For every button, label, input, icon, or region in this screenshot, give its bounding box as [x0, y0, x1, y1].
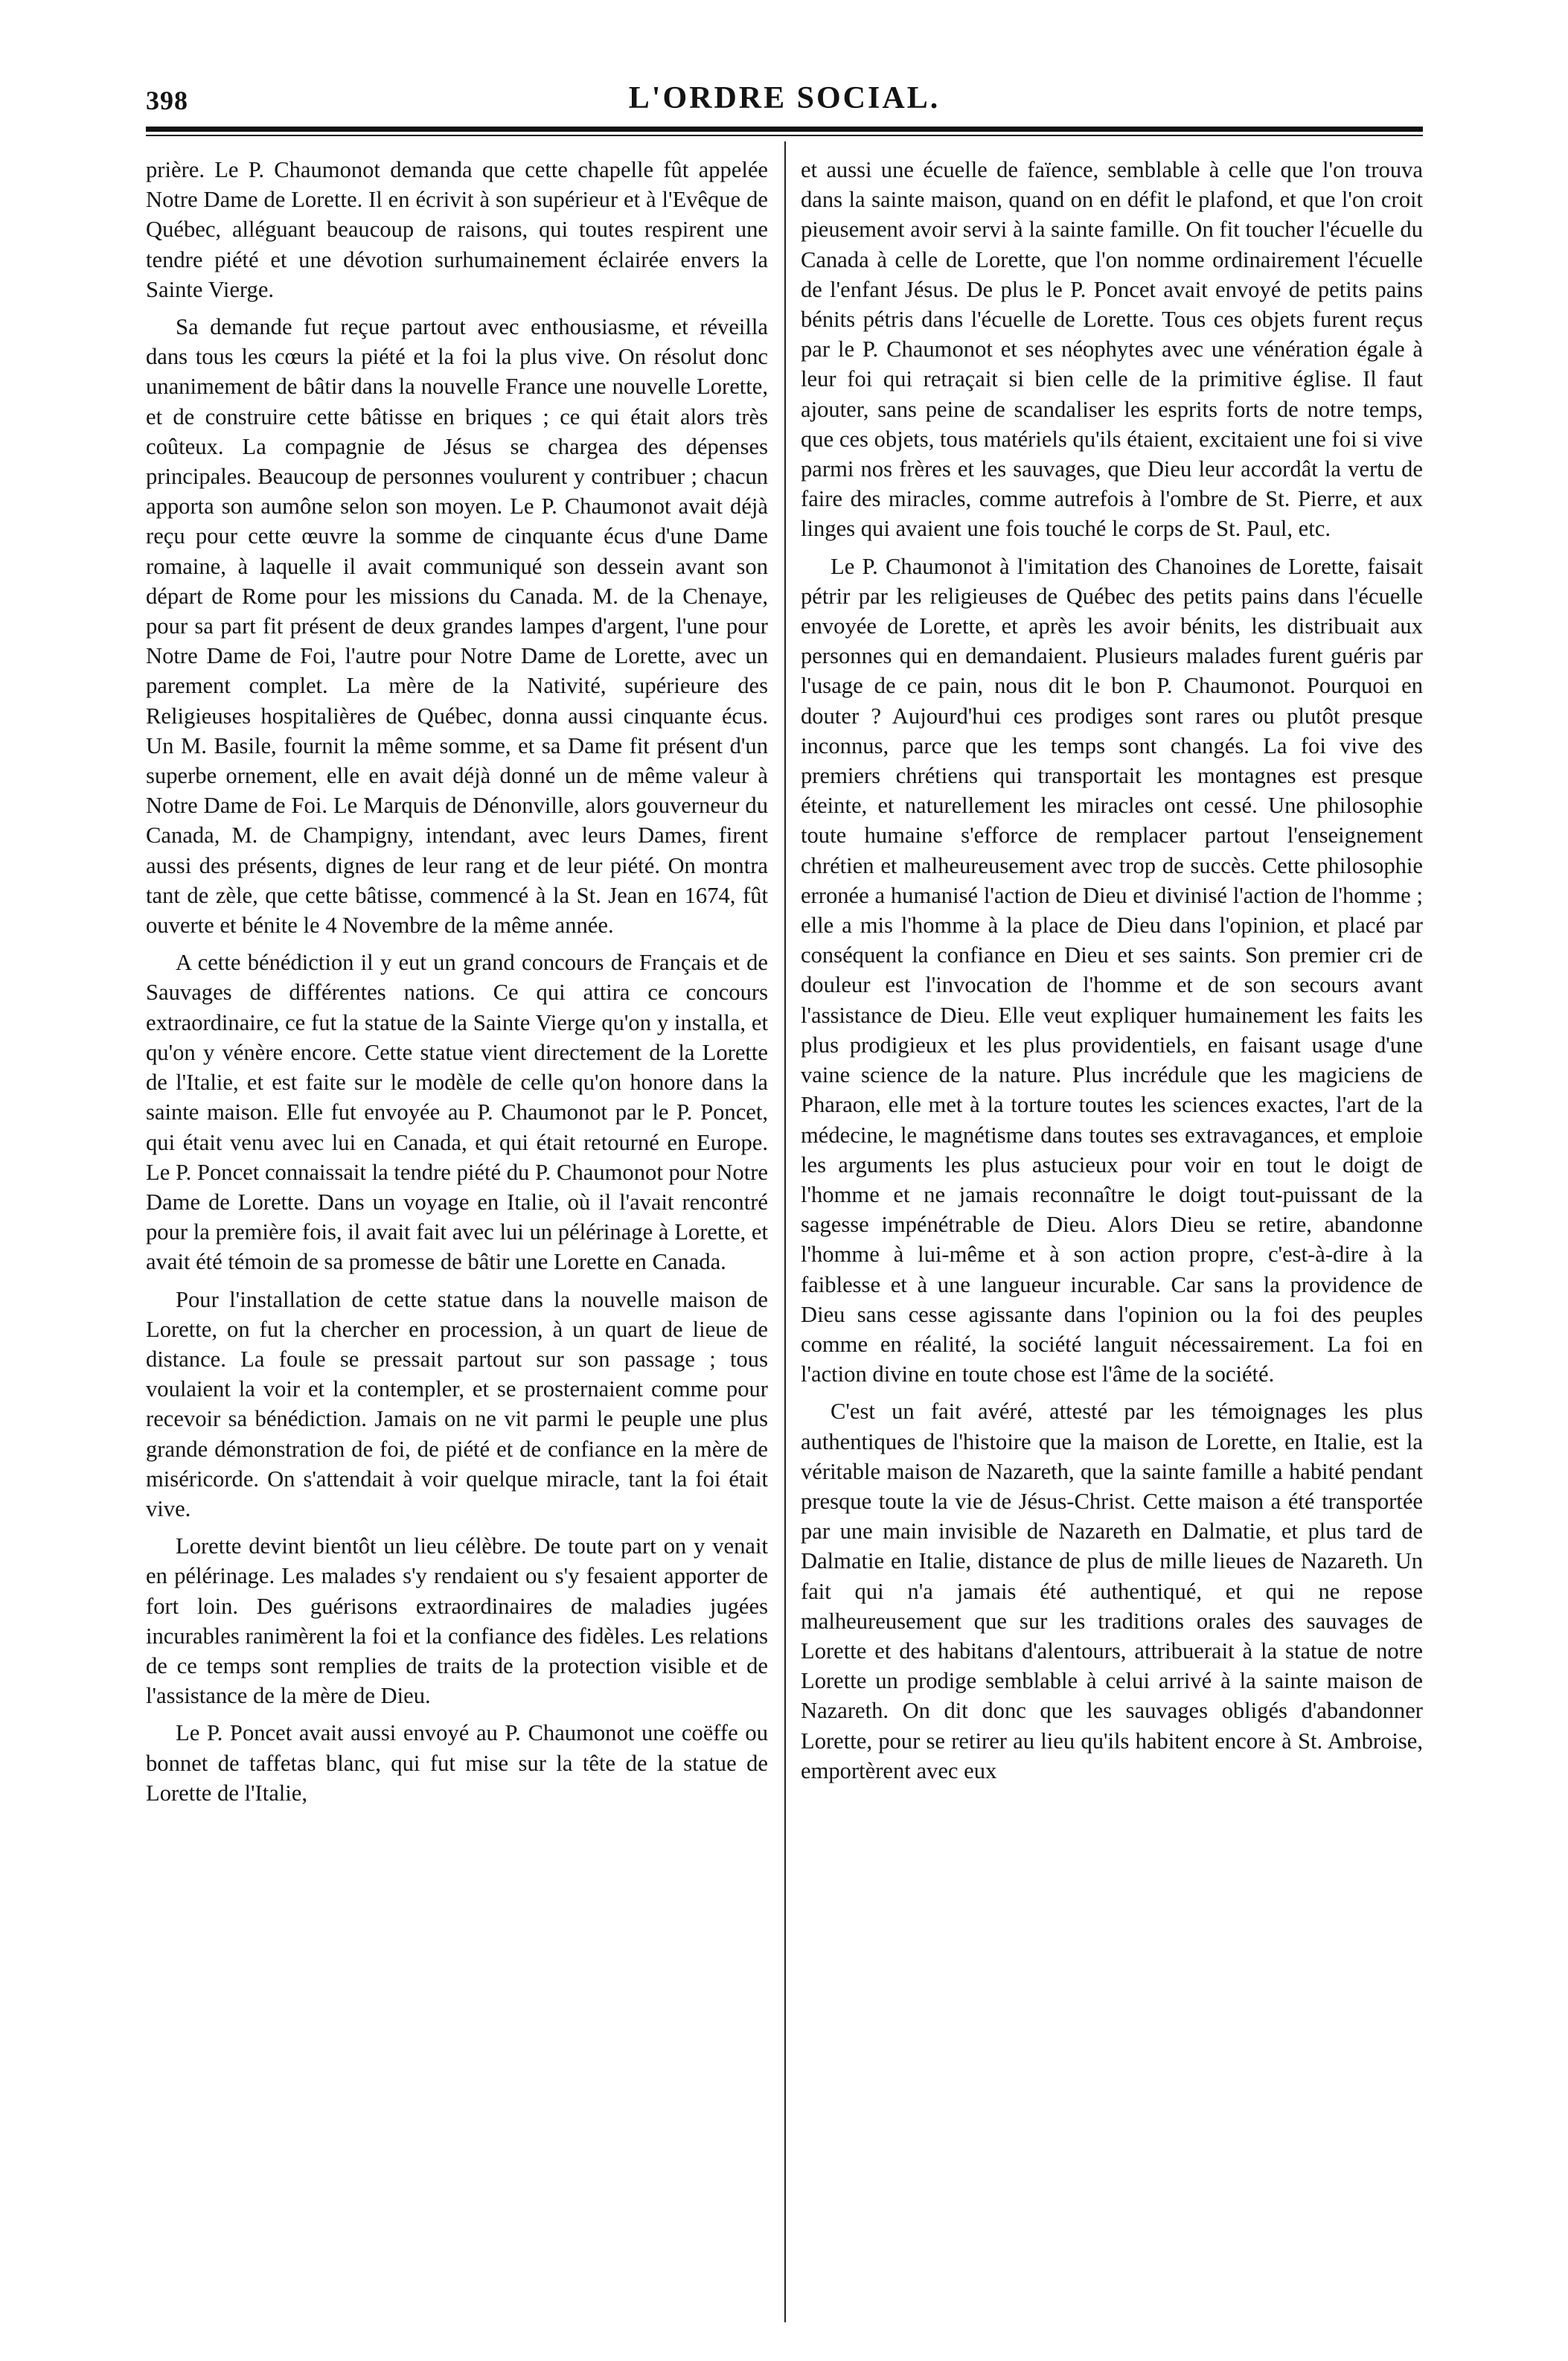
paragraph: C'est un fait avéré, attesté par les témoignages les plus authentiques de l'histoire que la maison de Lorette, en Italie, est la véritable maison de Nazareth, que la sainte famille a habité pendant presque toute la vie de Jésus-Christ. Cette maison a été transportée par une main invisible de Nazareth en Dalmatie, et plus tard de Dalmatie en Italie, distance de plus de mille lieues de Nazareth. Un fait qui n'a jamais été authentiqué, et qui ne repose malheureusement que sur les traditions orales des sauvages de Lorette et des habitans d'alentours, attribuerait à la statue de notre Lorette un prodige semblable à celui arrivé à la sainte maison de Nazareth. On dit donc que les sauvages obligés d'abandonner Lorette, pour se retirer au lieu qu'ils habitent encore à St. Ambroise, emportèrent avec eux [801, 1399, 1423, 1783]
paragraph: prière. Le P. Chaumonot demanda que cette chapelle fût appelée Notre Dame de Lorette. Il en écrivit à son supérieur et à l'Evêque de Québec, alléguant beaucoup de raisons, qui toutes respirent une tendre piété et une dévotion surhumainement éclairée envers la Sainte Vierge. [146, 157, 768, 302]
header-rule-thin [146, 135, 1423, 136]
header-rule-thick [146, 127, 1423, 132]
paragraph: Sa demande fut reçue partout avec enthousiasme, et réveilla dans tous les cœurs la piété et la foi la plus vive. On résolut donc unanimement de bâtir dans la nouvelle France une nouvelle Lorette, et de construire cette bâtisse en briques ; ce qui était alors très coûteux. La compagnie de Jésus se chargea des dépenses principales. Beaucoup de personnes voulurent y contribuer ; chacun apporta son aumône selon son moyen. Le P. Chaumonot avait déjà reçu pour cette œuvre la somme de cinquante écus d'une Dame romaine, à laquelle il avait communiqué son dessein avant son départ de Rome pour les missions du Canada. M. de la Chenaye, pour sa part fit présent de deux grandes lampes d'argent, l'une pour Notre Dame de Foi, l'autre pour Notre Dame de Lorette, avec un parement complet. La mère de la Nativité, supérieure des Religieuses hospitalières de Québec, donna aussi cinquante écus. Un M. Basile, fournit la même somme, et sa Dame fit présent d'un superbe ornement, elle en avait déjà donné un de même valeur à Notre Dame de Foi. Le Marquis de Dénonville, alors gouverneur du Canada, M. de Champigny, intendant, avec leurs Dames, firent aussi des présents, dignes de leur rang et de leur piété. On montra tant de zèle, que cette bâtisse, commencé à la St. Jean en 1674, fût ouverte et bénite le 4 Novembre de la même année. [146, 314, 768, 939]
paragraph: Le P. Chaumonot à l'imitation des Chanoines de Lorette, faisait pétrir par les religieuses de Québec des petits pains dans l'écuelle envoyée de Lorette, et après les avoir bénits, les distribuait aux personnes qui en demandaient. Plusieurs malades furent guéris par l'usage de ce pain, nous dit le bon P. Chaumonot. Pourquoi en douter ? Aujourd'hui ces prodiges sont rares ou plutôt presque inconnus, parce que les temps sont changés. La foi vive des premiers chrétiens qui transportait les montagnes est presque éteinte, et naturellement les miracles ont cessé. Une philosophie toute humaine s'efforce de remplacer partout l'enseignement chrétien et malheureusement avec trop de succès. Cette philosophie erronée a humanisé l'action de Dieu et divinisé l'action de l'homme ; elle a mis l'homme à la place de Dieu dans l'opinion, et placé par conséquent la confiance en Dieu et ses saints. Son premier cri de douleur est l'invocation de l'homme et de son secours avant l'assistance de Dieu. Elle veut expliquer humainement les faits les plus prodigieux et les plus providentiels, en faisant usage d'une vaine science de la nature. Plus incrédule que les magiciens de Pharaon, elle met à la torture toutes les sciences exactes, l'art de la médecine, le magnétisme dans toutes ses extravagances, et emploie les arguments les plus astucieux pour voir en tout le doigt de l'homme et ne jamais reconnaître le doigt tout-puissant de la sagesse impénétrable de Dieu. Alors Dieu se retire, abandonne l'homme à lui-même et à son action propre, c'est-à-dire à la faiblesse et à une langueur incurable. Car sans la providence de Dieu sans cesse agissante dans l'opinion ou la foi des peuples comme en réalité, la société languit nécessairement. La foi en l'action divine en toute chose est l'âme de la société. [801, 553, 1423, 1387]
journal-title: L'ORDRE SOCIAL. [628, 81, 941, 115]
paragraph: et aussi une écuelle de faïence, semblable à celle que l'on trouva dans la sainte maison, quand on en défit le plafond, et que l'on croit pieusement avoir servi à la sainte famille. On fit toucher l'écuelle du Canada à celle de Lorette, que l'on nomme ordinairement l'écuelle de l'enfant Jésus. De plus le P. Poncet avait envoyé de petits pains bénits pétris dans l'écuelle de Lorette. Tous ces objets furent reçus par le P. Chaumonot et ses néophytes avec une vénération égale à leur foi qui retraçait si bien celle de la primitive église. Il faut ajouter, sans peine de scandaliser les esprits forts de notre temps, que ces objets, tous matériels qu'ils étaient, excitaient une foi si vive parmi nos frères et les sauvages, que Dieu leur accordât la vertu de faire des miracles, comme autrefois à l'ombre de St. Pierre, et aux linges qui avaient une fois touché le corps de St. Paul, etc. [801, 157, 1423, 542]
right-column [801, 155, 1423, 1793]
paragraph: Lorette devint bientôt un lieu célèbre. De toute part on y venait en pélérinage. Les malades s'y rendaient ou s'y fesaient apporter de fort loin. Des guérisons extraordinaires de maladies jugées incurables ranimèrent la foi et la confiance des fidèles. Les relations de ce temps sont remplies de traits de la protection visible et de l'assistance de la mère de Dieu. [146, 1533, 768, 1709]
column-divider [784, 141, 786, 2322]
paragraph: Pour l'installation de cette statue dans la nouvelle maison de Lorette, on fut la chercher en procession, à un quart de lieue de distance. La foule se pressait partout sur son passage ; tous voulaient la voir et la contempler, et se prosternaient comme pour recevoir sa bénédiction. Jamais on ne vit parmi le peuple une plus grande démonstration de foi, de piété et de confiance en la mère de miséricorde. On s'attendait à voir quelque miracle, tant la foi était vive. [146, 1286, 768, 1521]
paragraph: Le P. Poncet avait aussi envoyé au P. Chaumonot une coëffe ou bonnet de taffetas blanc, qui fut mise sur la tête de la statue de Lorette de l'Italie, [146, 1720, 768, 1806]
page-number: 398 [146, 86, 188, 115]
paragraph: A cette bénédiction il y eut un grand concours de Français et de Sauvages de différentes nations. Ce qui attira ce concours extraordinaire, ce fut la statue de la Sainte Vierge qu'on y installa, et qu'on y vénère encore. Cette statue vient directement de la Lorette de l'Italie, et est faite sur le modèle de celle qu'on honore dans la sainte maison. Elle fut envoyée au P. Chaumonot par le P. Poncet, qui était venu avec lui en Canada, et qui était retourné en Europe. Le P. Poncet connaissait la tendre piété du P. Chaumonot pour Notre Dame de Lorette. Dans un voyage en Italie, où il l'avait rencontré pour la première fois, il avait fait avec lui un pélérinage à Lorette, et avait été témoin de sa promesse de bâtir une Lorette en Canada. [146, 950, 768, 1275]
left-column [146, 155, 768, 1815]
page-header [146, 80, 1423, 122]
